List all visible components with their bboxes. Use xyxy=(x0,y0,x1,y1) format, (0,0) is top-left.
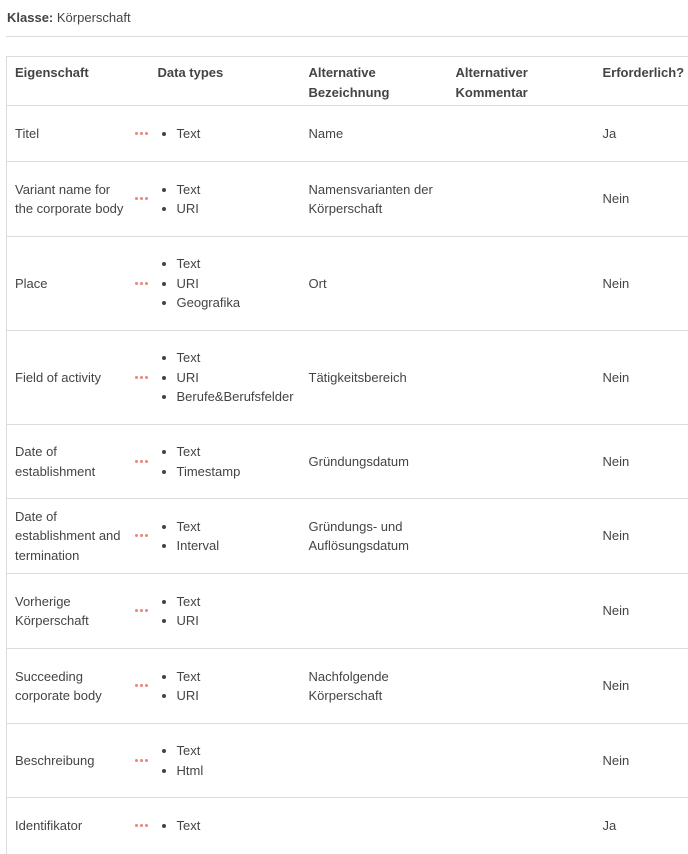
alternative-label xyxy=(301,574,448,649)
data-types-list xyxy=(158,667,301,706)
alternative-comment xyxy=(448,425,595,499)
class-value: Körperschaft xyxy=(57,10,131,25)
data-types-cell xyxy=(154,574,301,649)
required-value: Nein xyxy=(595,237,688,331)
row-menu-cell xyxy=(130,237,154,331)
table-row xyxy=(7,649,688,724)
more-dots-icon[interactable] xyxy=(135,376,149,380)
alternative-comment xyxy=(448,724,595,798)
header-alt-label-line1: Alternative xyxy=(309,65,376,80)
property-name: Variant name for the corporate body xyxy=(7,162,130,237)
class-title xyxy=(7,8,131,28)
alternative-label: Name xyxy=(301,106,448,162)
data-type-item: • Text xyxy=(177,442,301,462)
data-type-item: • URI xyxy=(177,611,301,631)
data-types-cell xyxy=(154,106,301,162)
property-name: Titel xyxy=(7,106,130,162)
property-name: Date of establishment xyxy=(7,425,130,499)
header-alt-label-line2: Bezeichnung xyxy=(309,85,390,100)
more-dots-icon[interactable] xyxy=(135,759,149,763)
row-menu-cell xyxy=(130,499,154,574)
data-types-list xyxy=(158,816,301,836)
data-type-item: • Text xyxy=(177,741,301,761)
required-value: Nein xyxy=(595,724,688,798)
data-types-cell xyxy=(154,331,301,425)
header-data-types: Data types xyxy=(154,57,301,106)
table-row xyxy=(7,425,688,499)
row-menu-cell xyxy=(130,106,154,162)
property-name: Date of establishment and termination xyxy=(7,499,130,574)
alternative-comment xyxy=(448,499,595,574)
header-alt-comment-line1: Alternativer xyxy=(456,65,528,80)
data-types-cell xyxy=(154,499,301,574)
table-row xyxy=(7,724,688,798)
more-dots-icon[interactable] xyxy=(135,197,149,201)
table-row xyxy=(7,162,688,237)
alternative-comment xyxy=(448,574,595,649)
property-name: Succeeding corporate body xyxy=(7,649,130,724)
table-row xyxy=(7,499,688,574)
more-dots-icon[interactable] xyxy=(135,609,149,613)
property-name: Place xyxy=(7,237,130,331)
header-required: Erforderlich? xyxy=(595,57,688,106)
table-row xyxy=(7,331,688,425)
alternative-label: Gründungsdatum xyxy=(301,425,448,499)
alternative-label: Ort xyxy=(301,237,448,331)
data-types-list xyxy=(158,348,301,407)
data-types-cell xyxy=(154,798,301,854)
divider xyxy=(6,36,688,37)
table-row xyxy=(7,237,688,331)
property-name: Beschreibung xyxy=(7,724,130,798)
data-type-item: • URI xyxy=(177,199,301,219)
alternative-label: Tätigkeitsbereich xyxy=(301,331,448,425)
alternative-comment xyxy=(448,798,595,854)
table-row xyxy=(7,574,688,649)
more-dots-icon[interactable] xyxy=(135,460,149,464)
data-type-item: • Text xyxy=(177,348,301,368)
more-dots-icon[interactable] xyxy=(135,534,149,538)
data-types-list xyxy=(158,124,301,144)
data-types-list xyxy=(158,517,301,556)
alternative-label xyxy=(301,798,448,854)
more-dots-icon[interactable] xyxy=(135,132,149,136)
property-name: Identifikator xyxy=(7,798,130,854)
data-type-item: • Timestamp xyxy=(177,462,301,482)
row-menu-cell xyxy=(130,162,154,237)
data-types-cell xyxy=(154,162,301,237)
alternative-comment xyxy=(448,331,595,425)
required-value: Ja xyxy=(595,106,688,162)
required-value: Ja xyxy=(595,798,688,854)
row-menu-cell xyxy=(130,649,154,724)
data-type-item: • Html xyxy=(177,761,301,781)
row-menu-cell xyxy=(130,425,154,499)
required-value: Nein xyxy=(595,649,688,724)
property-name: Field of activity xyxy=(7,331,130,425)
data-type-item: • URI xyxy=(177,686,301,706)
data-type-item: • Text xyxy=(177,180,301,200)
data-type-item: • Interval xyxy=(177,536,301,556)
alternative-label: Gründungs- und Auflösungsdatum xyxy=(301,499,448,574)
class-label: Klasse: xyxy=(7,10,53,25)
data-types-cell xyxy=(154,425,301,499)
data-types-list xyxy=(158,741,301,780)
required-value: Nein xyxy=(595,499,688,574)
data-types-cell xyxy=(154,649,301,724)
data-type-item: • URI xyxy=(177,368,301,388)
data-type-item: • Text xyxy=(177,517,301,537)
required-value: Nein xyxy=(595,162,688,237)
data-type-item: • Text xyxy=(177,667,301,687)
header-alt-comment xyxy=(448,57,595,106)
property-name: Vorherige Körperschaft xyxy=(7,574,130,649)
alternative-comment xyxy=(448,162,595,237)
data-types-list xyxy=(158,254,301,313)
data-types-list xyxy=(158,180,301,219)
alternative-comment xyxy=(448,106,595,162)
data-type-item: • Text xyxy=(177,254,301,274)
data-type-item: • Text xyxy=(177,816,301,836)
data-type-item: • Text xyxy=(177,124,301,144)
required-value: Nein xyxy=(595,574,688,649)
row-menu-cell xyxy=(130,574,154,649)
data-type-item: • URI xyxy=(177,274,301,294)
row-menu-cell xyxy=(130,798,154,854)
required-value: Nein xyxy=(595,331,688,425)
required-value: Nein xyxy=(595,425,688,499)
alternative-comment xyxy=(448,237,595,331)
table-row xyxy=(7,106,688,162)
data-types-list xyxy=(158,592,301,631)
more-dots-icon[interactable] xyxy=(135,282,149,286)
alternative-label: Namensvarianten der Körperschaft xyxy=(301,162,448,237)
more-dots-icon[interactable] xyxy=(135,684,149,688)
data-types-cell xyxy=(154,724,301,798)
header-alt-comment-line2: Kommentar xyxy=(456,85,528,100)
data-type-item: • Berufe&Berufsfelder xyxy=(177,387,301,407)
alternative-label: Nachfolgende Körperschaft xyxy=(301,649,448,724)
data-type-item: • Text xyxy=(177,592,301,612)
alternative-label xyxy=(301,724,448,798)
header-property: Eigenschaft xyxy=(7,57,154,106)
row-menu-cell xyxy=(130,724,154,798)
properties-table xyxy=(6,56,688,854)
header-alt-label xyxy=(301,57,448,106)
alternative-comment xyxy=(448,649,595,724)
row-menu-cell xyxy=(130,331,154,425)
data-type-item: • Geografika xyxy=(177,293,301,313)
table-row xyxy=(7,798,688,854)
table-header-row xyxy=(7,57,688,106)
data-types-list xyxy=(158,442,301,481)
data-types-cell xyxy=(154,237,301,331)
